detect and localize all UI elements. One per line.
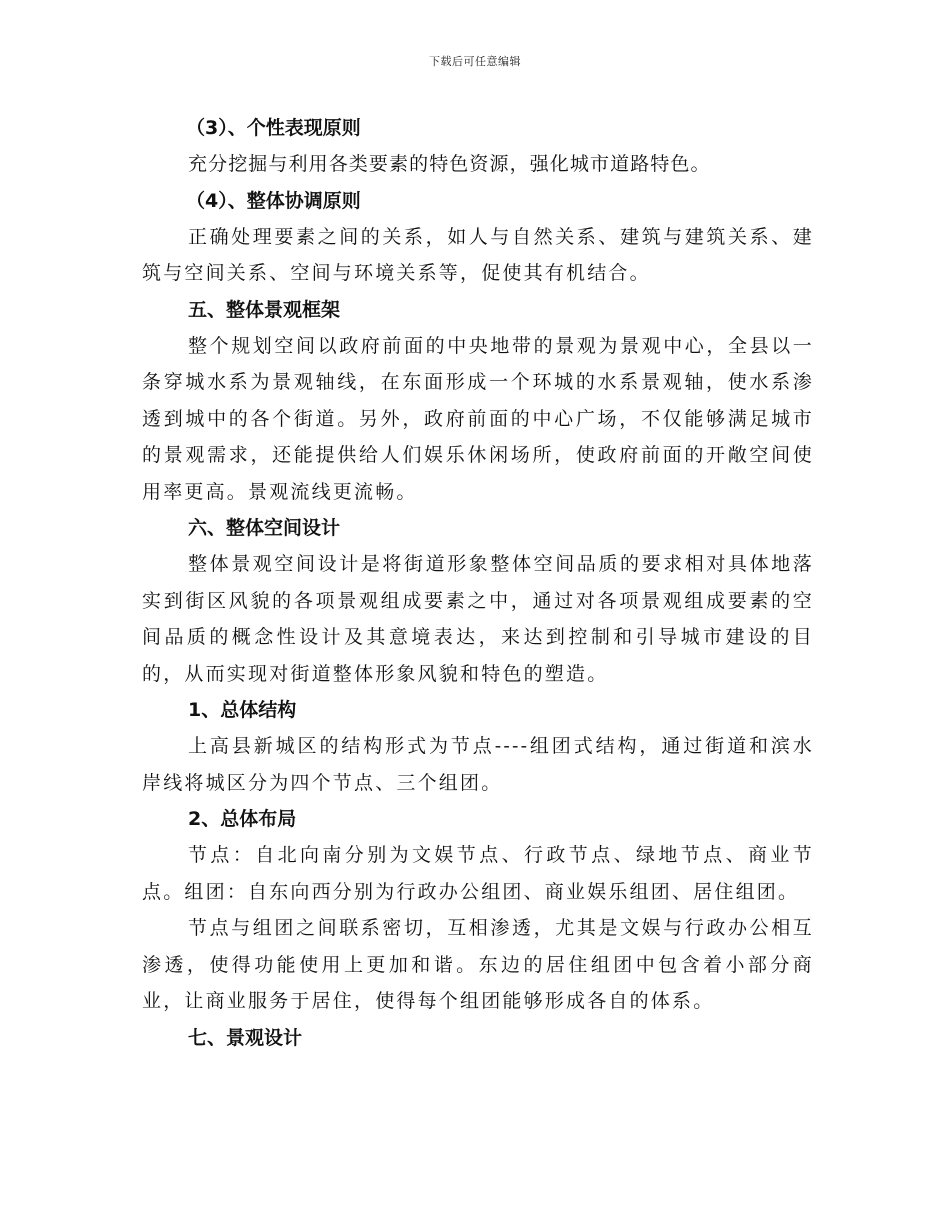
paragraph-individuality-principle: 充分挖掘与利用各类要素的特色资源，强化城市道路特色。 — [188, 153, 711, 175]
paragraph-layout-nodes-groups: 节点：自北向南分别为文娱节点、行政节点、绿地节点、商业节点。组团：自东向西分别为行政办公组团、商业娱乐组团、居住组团。 — [142, 844, 814, 903]
heading-landscape-framework: 五、整体景观框架 — [188, 298, 341, 321]
heading-overall-layout: 2、总体布局 — [188, 808, 297, 830]
paragraph-overall-coordination-principle: 正确处理要素之间的关系，如人与自然关系、建筑与建筑关系、建筑与空间关系、空间与环境关系等，促使其有机结合。 — [142, 225, 814, 284]
heading-individuality-principle: （3）、个性表现原则 — [186, 117, 361, 139]
paragraph-landscape-framework: 整个规划空间以政府前面的中央地带的景观为景观中心，全县以一条穿城水系为景观轴线，在东面形成一个环城的水系景观轴，使水系渗透到城中的各个街道。另外，政府前面的中心广场，不仅能够满足城市的景观需求，还能提供给人们娱乐休闲场所，使政府前面的开敞空间使用率更高。景观流线更流畅。 — [142, 334, 814, 503]
heading-overall-coordination-principle: （4）、整体协调原则 — [186, 189, 361, 212]
document-body — [142, 110, 814, 1056]
heading-landscape-design: 七、景观设计 — [188, 1026, 303, 1049]
paragraph-spatial-design: 整体景观空间设计是将街道形象整体空间品质的要求相对具体地落实到街区风貌的各项景观组成要素之中，通过对各项景观组成要素的空间品质的概念性设计及其意境表达，来达到控制和引导城市建设的目的，从而实现对街道整体形象风貌和特色的塑造。 — [142, 553, 814, 685]
page-header: 下载后可任意编辑 — [429, 55, 521, 68]
paragraph-layout-relations: 节点与组团之间联系密切，互相渗透，尤其是文娱与行政办公相互渗透，使得功能使用上更加和谐。东边的居住组团中包含着小部分商业，让商业服务于居住，使得每个组团能够形成各自的体系。 — [142, 917, 814, 1012]
heading-spatial-design: 六、整体空间设计 — [188, 517, 341, 539]
heading-overall-structure: 1、总体结构 — [188, 699, 297, 721]
paragraph-overall-structure: 上高县新城区的结构形式为节点----组团式结构，通过街道和滨水岸线将城区分为四个节点、三个组团。 — [142, 735, 814, 794]
